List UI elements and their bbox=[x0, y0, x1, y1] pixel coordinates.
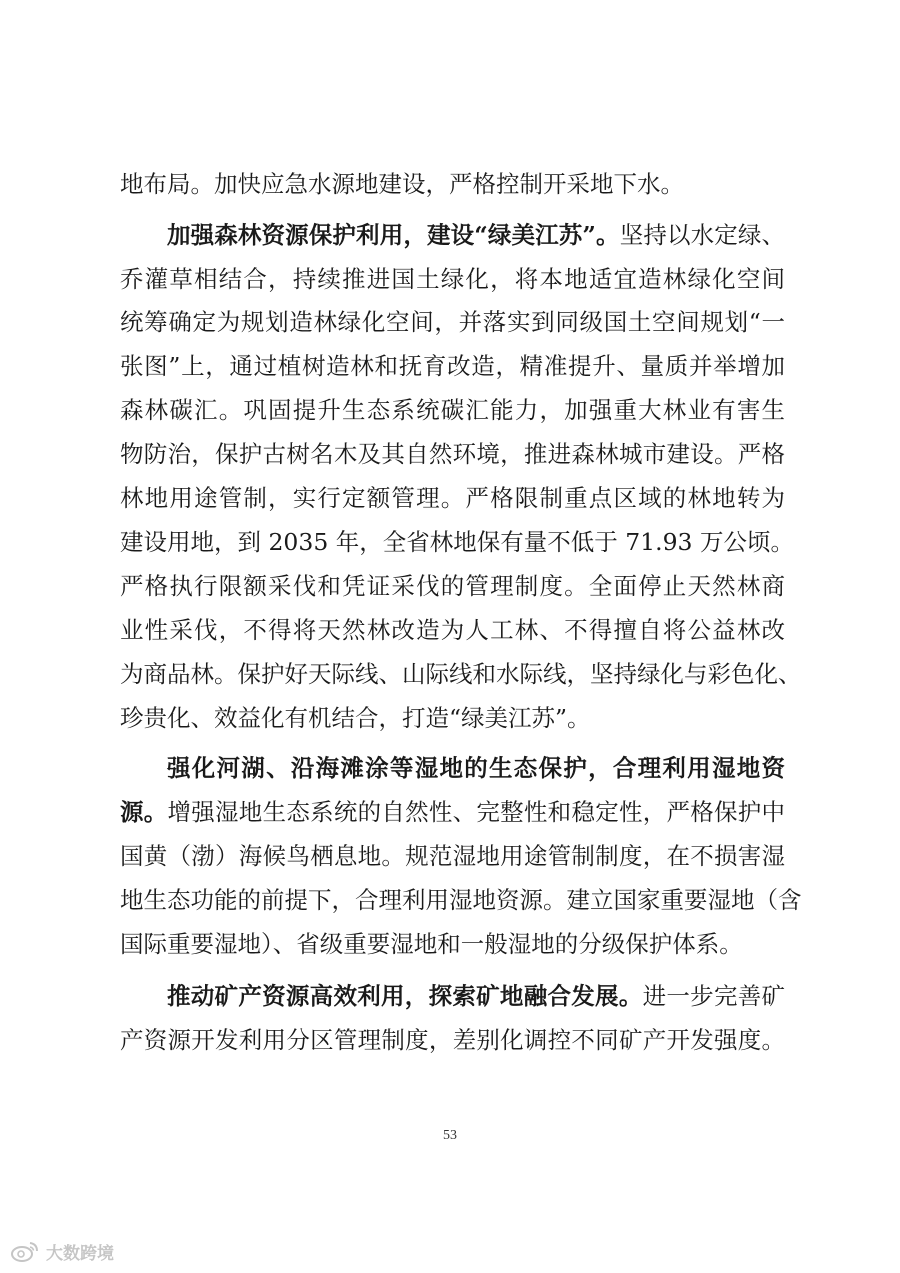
bold-heading: 源。 bbox=[120, 798, 168, 826]
text-line: 张图”上，通过植树造林和抚育改造，精准提升、量质并举增加 bbox=[120, 352, 785, 380]
text-line: 地布局。加快应急水源地建设，严格控制开采地下水。 bbox=[120, 170, 684, 198]
text-line: 地生态功能的前提下，合理利用湿地资源。建立国家重要湿地（含 bbox=[120, 886, 802, 914]
text-line: 业性采伐，不得将天然林改造为人工林、不得擅自将公益林改 bbox=[120, 616, 785, 644]
bold-heading: 推动矿产资源高效利用，探索矿地融合发展。 bbox=[167, 982, 643, 1010]
watermark bbox=[10, 1236, 114, 1266]
text-line: 建设用地，到 2035 年，全省林地保有量不低于 71.93 万公顷。 bbox=[120, 528, 794, 556]
text-line: 严格执行限额采伐和凭证采伐的管理制度。全面停止天然林商 bbox=[120, 572, 785, 600]
text-line: 加强森林资源保护利用，建设“绿美江苏”。坚持以水定绿、 bbox=[167, 221, 785, 249]
text-line: 国际重要湿地）、省级重要湿地和一般湿地的分级保护体系。 bbox=[120, 930, 743, 958]
text-line: 源。增强湿地生态系统的自然性、完整性和稳定性，严格保护中 bbox=[120, 798, 786, 826]
bold-heading: 强化河湖、沿海滩涂等湿地的生态保护，合理利用湿地资 bbox=[167, 754, 785, 782]
page-number: 53 bbox=[443, 1128, 457, 1143]
text-line: 国黄（渤）海候鸟栖息地。规范湿地用途管制制度，在不损害湿 bbox=[120, 842, 785, 870]
text-line: 珍贵化、效益化有机结合，打造“绿美江苏”。 bbox=[120, 704, 591, 732]
bold-heading: 加强森林资源保护利用，建设“绿美江苏”。 bbox=[167, 221, 620, 249]
text-line: 统筹确定为规划造林绿化空间，并落实到同级国土空间规划“一 bbox=[120, 308, 785, 336]
text-line: 林地用途管制，实行定额管理。严格限制重点区域的林地转为 bbox=[120, 484, 785, 512]
text-line: 为商品林。保护好天际线、山际线和水际线，坚持绿化与彩色化、 bbox=[120, 660, 802, 688]
text-line: 产资源开发利用分区管理制度，差别化调控不同矿产开发强度。 bbox=[120, 1026, 785, 1054]
watermark-text: 大数跨境 bbox=[46, 1243, 114, 1264]
text-line: 森林碳汇。巩固提升生态系统碳汇能力，加强重大林业有害生 bbox=[120, 396, 785, 424]
text-line bbox=[167, 749, 785, 787]
text-line: 物防治，保护古树名木及其自然环境，推进森林城市建设。严格 bbox=[120, 440, 785, 468]
text-line: 推动矿产资源高效利用，探索矿地融合发展。进一步完善矿 bbox=[167, 982, 786, 1010]
text-line: 乔灌草相结合，持续推进国土绿化，将本地适宜造林绿化空间 bbox=[120, 265, 785, 293]
weibo-logo-icon bbox=[10, 1239, 40, 1263]
